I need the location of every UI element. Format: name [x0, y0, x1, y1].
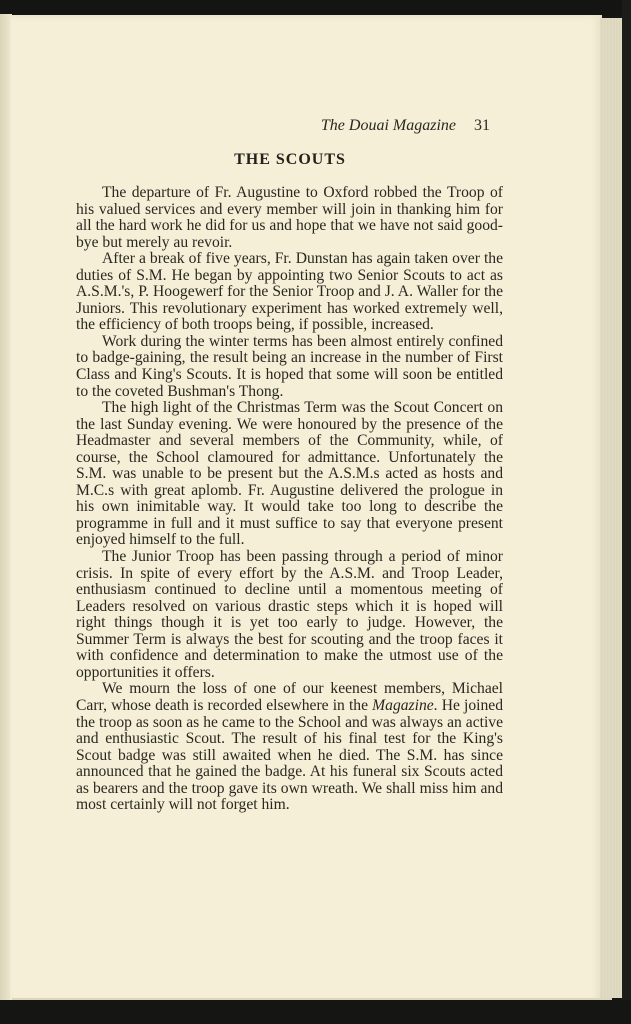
paragraph: The high light of the Christmas Term was the Scout Concert on the last Sunday evening. We were honoured by the presence of the Headmaster and several members of the Community, while, of course, the School clamoured for admittance. Unfortunately the S.M. was unable to be present but the A.S.M.s acted as hosts and M.C.s with great aplomb. Fr. Augustine delivered the prologue in his own inimitable way. It would take too long to describe the programme in full and it must suffice to say that everyone present enjoyed himself to the full. — [76, 399, 503, 549]
paragraph-text: . He joined the troop as soon as he came to the School and was always an active and enthusiastic Scout. The result of his final test for the King's Scout badge was still awaited when he died. The S.M. has since announced that he gained the badge. At his funeral six Scouts acted as bearers and the troop gave its own wreath. We shall miss him and most certainly will not forget him. — [76, 696, 503, 814]
paragraph: The Junior Troop has been passing through a period of minor crisis. In spite of every effort by the A.S.M. and Troop Leader, enthusiasm continued to decline until a momentous meeting of Leaders resolved on various drastic steps which it is hoped will right things though it is yet too early to judge. However, the Summer Term is always the best for scouting and the troop faces it with confidence and determination to make the utmost use of the opportunities it offers. — [76, 548, 503, 681]
paragraph: Work during the winter terms has been almost entirely confined to badge-gaining, the result being an increase in the number of First Class and King's Scouts. It is hoped that some will soon be entitled to the coveted Bushman's Thong. — [76, 332, 503, 400]
page-number: 31 — [474, 117, 490, 134]
top-dark-border — [0, 0, 631, 16]
running-header — [300, 117, 490, 135]
paragraph: The departure of Fr. Augustine to Oxford robbed the Troop of his valued services and every member will join in thanking him for all the hard work he did for us and hope that we have not said good-bye but merely au revoir. — [76, 184, 503, 251]
right-dark-border — [622, 0, 631, 1024]
magazine-title: The Douai Magazine — [320, 117, 456, 134]
article-title: THE SCOUTS — [234, 151, 346, 168]
italic-magazine-reference: Magazine — [372, 696, 434, 714]
paragraph — [76, 681, 503, 813]
article-body — [76, 185, 503, 814]
paragraph: After a break of five years, Fr. Dunstan has again taken over the duties of S.M. He began by appointing two Senior Scouts to act as A.S.M.'s, P. Hoogewerf for the Senior Troop and J. A. Waller for the Juniors. This revolutionary experiment has worked extremely well, the efficiency of both troops being, if possible, increased. — [76, 250, 503, 334]
book-fore-edge — [600, 18, 624, 998]
bottom-dark-border — [0, 1000, 631, 1024]
paragraph-text: We mourn the loss of one of our keenest members, Michael Carr, whose death is recorded elsewhere in the — [76, 680, 503, 714]
